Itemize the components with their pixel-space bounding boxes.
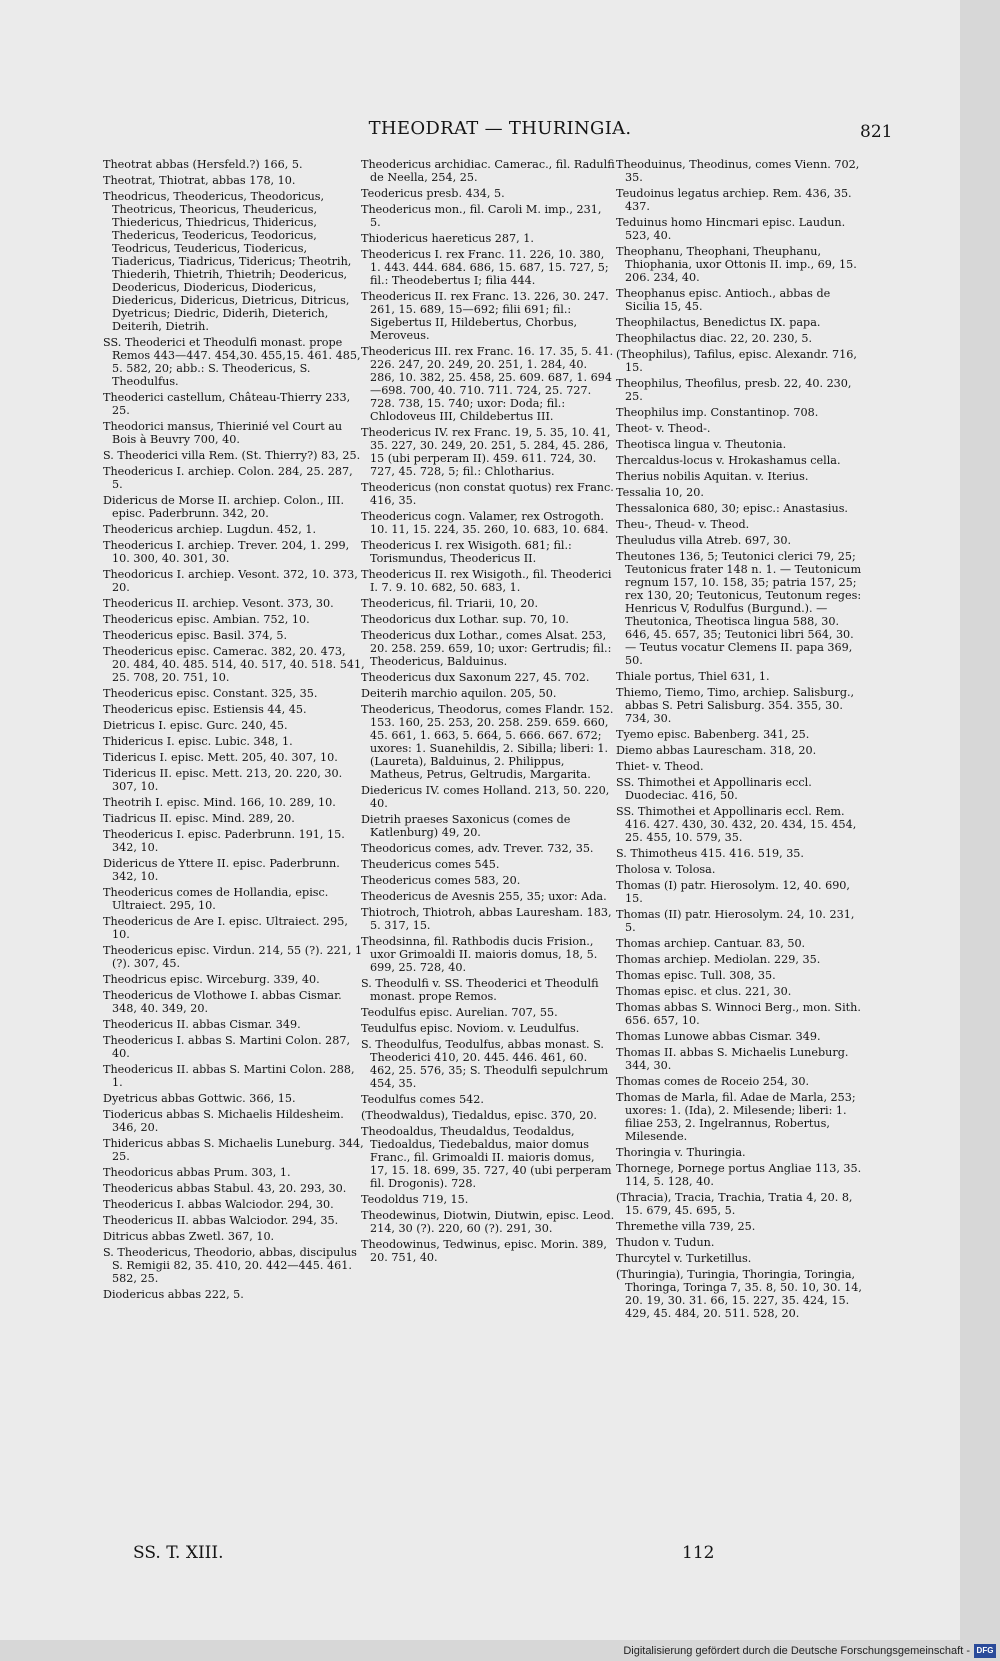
index-entry: Theodericus II. abbas Walciodor. 294, 35.: [103, 1214, 339, 1227]
signature-mark: SS. T. XIII.: [133, 1543, 224, 1563]
index-entry: Theodericus II. abbas S. Martini Colon. 288, 1.: [103, 1063, 355, 1089]
index-entry: Thomas (I) patr. Hierosolym. 12, 40. 690, 15.: [616, 879, 850, 905]
index-entry: (Theophilus), Tafilus, episc. Alexandr. 716, 15.: [616, 348, 857, 374]
index-entry: Theodricus episc. Wirceburg. 339, 40.: [103, 973, 320, 986]
index-entry: Theophilactus diac. 22, 20. 230, 5.: [616, 332, 813, 345]
index-entry: Theophanus episc. Antioch., abbas de Sicilia 15, 45.: [616, 287, 831, 313]
index-entry: Theodericus I. episc. Paderbrunn. 191, 15. 342, 10.: [103, 828, 345, 854]
index-column-3: [616, 158, 864, 1323]
index-entry: Theodericus mon., fil. Caroli M. imp., 231, 5.: [361, 203, 602, 229]
index-entry: Theuludus villa Atreb. 697, 30.: [616, 534, 792, 547]
index-entry: Theodericus II. rex Wisigoth., fil. Theoderici I. 7. 9. 10. 682, 50. 683, 1.: [361, 568, 612, 594]
index-entry: Theodericus II. abbas Cismar. 349.: [103, 1018, 301, 1031]
index-entry: Theodoaldus, Theudaldus, Teodaldus, Tiedoaldus, Tiedebaldus, maior domus Franc., fil. Grimoaldi II. maioris domus, 17, 15. 18. 699, 35. 727, 40 (ubi perperam fil. Drogonis). 728.: [361, 1125, 612, 1190]
index-entry: Theodoricus dux Lothar. sup. 70, 10.: [361, 613, 569, 626]
index-entry: Theodricus, Theodericus, Theodoricus, Theotricus, Theoricus, Theudericus, Thiedericus, Thiedricus, Thidericus, Thedericus, Teodericus, Teodoricus, Teodricus, Teudericus, Tiodericus, Tiadericus, Tiadricus, Tidericus; Theotrih, Thiederih, Thietrih, Thietrih; Deodericus, Deodericus, Diodericus, Diodericus, Diedericus, Didericus, Dietricus, Ditricus, Dyetricus; Diedric, Diderih, Dieterich, Deiterih, Dietrih.: [103, 190, 352, 333]
index-entry: Theophanu, Theophani, Theuphanu, Thiophania, uxor Ottonis II. imp., 69, 15. 206. 234, 40.: [616, 245, 857, 284]
index-entry: Theotisca lingua v. Theutonia.: [616, 438, 787, 451]
index-entry: Tholosa v. Tolosa.: [616, 863, 716, 876]
index-entry: Theodoricus comes, adv. Trever. 732, 35.: [361, 842, 594, 855]
index-entry: Thomas archiep. Cantuar. 83, 50.: [616, 937, 806, 950]
index-entry: Theophilactus, Benedictus IX. papa.: [616, 316, 821, 329]
index-entry: Theodericus de Avesnis 255, 35; uxor: Ada.: [361, 890, 607, 903]
index-entry: SS. Thimothei et Appollinaris eccl. Duodeciac. 416, 50.: [616, 776, 812, 802]
index-entry: Theotrih I. episc. Mind. 166, 10. 289, 10.: [103, 796, 336, 809]
index-entry: Deiterih marchio aquilon. 205, 50.: [361, 687, 557, 700]
index-entry: Theotrat, Thiotrat, abbas 178, 10.: [103, 174, 296, 187]
index-entry: Thiet- v. Theod.: [616, 760, 704, 773]
index-entry: Theodericus abbas Stabul. 43, 20. 293, 30.: [103, 1182, 347, 1195]
index-entry: Tidericus II. episc. Mett. 213, 20. 220, 30. 307, 10.: [103, 767, 343, 793]
index-entry: Teodulfus comes 542.: [361, 1093, 484, 1106]
page-number: 821: [860, 122, 893, 142]
index-entry: Theodericus cogn. Valamer, rex Ostrogoth. 10. 11, 15. 224, 35. 260, 10. 683, 10. 684.: [361, 510, 609, 536]
index-entry: Theodericus I. archiep. Colon. 284, 25. 287, 5.: [103, 465, 353, 491]
index-entry: Tiodericus abbas S. Michaelis Hildesheim. 346, 20.: [103, 1108, 344, 1134]
index-entry: Theodericus episc. Ambian. 752, 10.: [103, 613, 310, 626]
index-entry: Teodericus presb. 434, 5.: [361, 187, 505, 200]
index-entry: Theodoricus I. archiep. Vesont. 372, 10. 373, 20.: [103, 568, 358, 594]
index-entry: Thomas comes de Roceio 254, 30.: [616, 1075, 810, 1088]
index-entry: S. Theodericus, Theodorio, abbas, discipulus S. Remigii 82, 35. 410, 20. 442—445. 461. 582, 25.: [103, 1246, 357, 1285]
index-entry: Theutones 136, 5; Teutonici clerici 79, 25; Teutonicus frater 148 n. 1. — Teutonicum regnum 157, 10. 158, 35; patria 157, 25; rex 130, 20; Teutonicus, Teutonum reges: Henricus V, Rodulfus (Burgund.). — Theutonica, Theotisca lingua 588, 30. 646, 45. 657, 35; Teutonici libri 564, 30. — Teutus vocatur Clemens II. papa 369, 50.: [616, 550, 862, 667]
index-entry: Diemo abbas Laurescham. 318, 20.: [616, 744, 817, 757]
index-entry: Theodowinus, Tedwinus, episc. Morin. 389, 20. 751, 40.: [361, 1238, 607, 1264]
index-entry: S. Theodulfus, Teodulfus, abbas monast. S. Theoderici 410, 20. 445. 446. 461, 60. 462, 25. 576, 35; S. Theodulfi sepulchrum 454, 35.: [361, 1038, 609, 1090]
index-entry: Thiemo, Tiemo, Timo, archiep. Salisburg., abbas S. Petri Salisburg. 354. 355, 30. 734, 30.: [616, 686, 855, 725]
index-entry: Theodericus archidiac. Camerac., fil. Radulfi de Neella, 254, 25.: [361, 158, 615, 184]
index-entry: Tyemo episc. Babenberg. 341, 25.: [616, 728, 810, 741]
index-entry: Thidericus abbas S. Michaelis Luneburg. 344, 25.: [103, 1137, 364, 1163]
index-entry: Theodericus dux Saxonum 227, 45. 702.: [361, 671, 590, 684]
index-entry: Theodericus I. rex Franc. 11. 226, 10. 380, 1. 443. 444. 684. 686, 15. 687, 15. 727, 5; fil.: Theodebertus I; filia 444.: [361, 248, 609, 287]
index-entry: Theoduinus, Theodinus, comes Vienn. 702, 35.: [616, 158, 860, 184]
index-entry: Thudon v. Tudun.: [616, 1236, 715, 1249]
index-entry: Theodericus II. archiep. Vesont. 373, 30.: [103, 597, 334, 610]
index-entry: Theodorici mansus, Thierinié vel Court au Bois à Beuvry 700, 40.: [103, 420, 343, 446]
index-entry: Thurcytel v. Turketillus.: [616, 1252, 752, 1265]
index-entry: Theodericus dux Lothar., comes Alsat. 253, 20. 258. 259. 659, 10; uxor: Gertrudis; fil.: Theodericus, Balduinus.: [361, 629, 612, 668]
index-entry: Thomas episc. et clus. 221, 30.: [616, 985, 792, 998]
index-entry: S. Theodulfi v. SS. Theoderici et Theodulfi monast. prope Remos.: [361, 977, 599, 1003]
index-entry: Thercaldus-locus v. Hrokashamus cella.: [616, 454, 841, 467]
index-entry: Thiodericus haereticus 287, 1.: [361, 232, 534, 245]
index-entry: Thomas (II) patr. Hierosolym. 24, 10. 231, 5.: [616, 908, 855, 934]
credit-text: Digitalisierung gefördert durch die Deutsche Forschungsgemeinschaft -: [623, 1645, 970, 1657]
index-entry: Diodericus abbas 222, 5.: [103, 1288, 244, 1301]
index-entry: S. Thimotheus 415. 416. 519, 35.: [616, 847, 804, 860]
index-entry: Theodericus episc. Constant. 325, 35.: [103, 687, 318, 700]
index-entry: (Thuringia), Turingia, Thoringia, Toringia, Thoringa, Toringa 7, 35. 8, 50. 10, 30. 14, 20. 19, 30. 31. 66, 15. 227, 35. 424, 15. 429, 45. 484, 20. 511. 528, 20.: [616, 1268, 862, 1320]
index-entry: Didericus de Yttere II. episc. Paderbrunn. 342, 10.: [103, 857, 340, 883]
index-entry: Theophilus, Theofilus, presb. 22, 40. 230, 25.: [616, 377, 852, 403]
index-entry: Tiadricus II. episc. Mind. 289, 20.: [103, 812, 295, 825]
index-entry: (Thracia), Tracia, Trachia, Tratia 4, 20. 8, 15. 679, 45. 695, 5.: [616, 1191, 853, 1217]
index-entry: Theodericus comes 583, 20.: [361, 874, 521, 887]
index-entry: SS. Theoderici et Theodulfi monast. prope Remos 443—447. 454,30. 455,15. 461. 485, 5. 582, 20; abb.: S. Theodericus, S. Theodulfus.: [103, 336, 361, 388]
index-entry: Thomas de Marla, fil. Adae de Marla, 253; uxores: 1. (Ida), 2. Milesende; liberi: 1. filiae 253, 2. Ingelrannus, Robertus, Milesende.: [616, 1091, 856, 1143]
index-entry: Theodoricus abbas Prum. 303, 1.: [103, 1166, 291, 1179]
index-entry: Teodulfus episc. Aurelian. 707, 55.: [361, 1006, 558, 1019]
index-entry: (Theodwaldus), Tiedaldus, episc. 370, 20.: [361, 1109, 597, 1122]
index-entry: Theodericus episc. Estiensis 44, 45.: [103, 703, 307, 716]
index-entry: Theodericus archiep. Lugdun. 452, 1.: [103, 523, 317, 536]
index-entry: Dyetricus abbas Gottwic. 366, 15.: [103, 1092, 296, 1105]
index-entry: Dietrih praeses Saxonicus (comes de Katlenburg) 49, 20.: [361, 813, 571, 839]
index-entry: Diedericus IV. comes Holland. 213, 50. 220, 40.: [361, 784, 610, 810]
index-entry: Theodericus IV. rex Franc. 19, 5. 35, 10. 41, 35. 227, 30. 249, 20. 251, 5. 284, 45. 286, 15 (ubi perperam II). 459. 611. 724, 30. 727, 45. 728, 5; fil.: Chlotharius.: [361, 426, 611, 478]
index-entry: Theodericus, Theodorus, comes Flandr. 152. 153. 160, 25. 253, 20. 258. 259. 659. 660, 45. 661, 1. 663, 5. 664, 5. 666. 667. 672; uxores: 1. Suanehildis, 2. Sibilla; liberi: 1. (Laureta), Balduinus, 2. Philippus, Matheus, Petrus, Geltrudis, Margarita.: [361, 703, 614, 781]
index-entry: Theotrat abbas (Hersfeld.?) 166, 5.: [103, 158, 303, 171]
running-head-title: THEODRAT — THURINGIA.: [368, 118, 632, 139]
index-entry: Theodericus I. abbas Walciodor. 294, 30.: [103, 1198, 334, 1211]
index-entry: Dietricus I. episc. Gurc. 240, 45.: [103, 719, 288, 732]
index-column-1: [103, 158, 365, 1304]
index-entry: Theodericus I. rex Wisigoth. 681; fil.: Torismundus, Theodericus II.: [361, 539, 572, 565]
index-entry: Theodericus I. archiep. Trever. 204, 1. 299, 10. 300, 40. 301, 30.: [103, 539, 350, 565]
index-entry: Thomas archiep. Mediolan. 229, 35.: [616, 953, 821, 966]
index-entry: Theodericus, fil. Triarii, 10, 20.: [361, 597, 539, 610]
index-entry: Didericus de Morse II. archiep. Colon., III. episc. Paderbrunn. 342, 20.: [103, 494, 345, 520]
index-entry: Thornege, Þornege portus Angliae 113, 35. 114, 5. 128, 40.: [616, 1162, 862, 1188]
index-entry: Teudulfus episc. Noviom. v. Leudulfus.: [361, 1022, 580, 1035]
index-column-2: [361, 158, 615, 1267]
index-entry: Thomas episc. Tull. 308, 35.: [616, 969, 776, 982]
index-entry: Thremethe villa 739, 25.: [616, 1220, 756, 1233]
index-entry: Theodericus episc. Virdun. 214, 55 (?). 221, 1 (?). 307, 45.: [103, 944, 363, 970]
index-entry: Thessalonica 680, 30; episc.: Anastasius.: [616, 502, 848, 515]
index-entry: Theodericus II. rex Franc. 13. 226, 30. 247. 261, 15. 689, 15—692; filii 691; fil.: Sigebertus II, Hildebertus, Chorbus, Meroveus.: [361, 290, 609, 342]
index-entry: Theodewinus, Diotwin, Diutwin, episc. Leod. 214, 30 (?). 220, 60 (?). 291, 30.: [361, 1209, 615, 1235]
index-entry: Therius nobilis Aquitan. v. Iterius.: [616, 470, 809, 483]
index-entry: Tidericus I. episc. Mett. 205, 40. 307, 10.: [103, 751, 338, 764]
index-entry: Theot- v. Theod-.: [616, 422, 711, 435]
dfg-logo: DFG: [974, 1644, 996, 1658]
index-entry: Theodericus de Vlothowe I. abbas Cismar. 348, 40. 349, 20.: [103, 989, 342, 1015]
index-entry: Thiale portus, Thiel 631, 1.: [616, 670, 770, 683]
index-entry: Theodericus (non constat quotus) rex Franc. 416, 35.: [361, 481, 614, 507]
index-entry: Teduinus homo Hincmari episc. Laudun. 523, 40.: [616, 216, 846, 242]
index-entry: Teudoinus legatus archiep. Rem. 436, 35. 437.: [616, 187, 852, 213]
index-entry: Tessalia 10, 20.: [616, 486, 704, 499]
index-entry: SS. Thimothei et Appollinaris eccl. Rem. 416. 427. 430, 30. 432, 20. 434, 15. 454, 25. 455, 10. 579, 35.: [616, 805, 857, 844]
index-entry: Teodoldus 719, 15.: [361, 1193, 469, 1206]
index-entry: Theodericus III. rex Franc. 16. 17. 35, 5. 41. 226. 247, 20. 249, 20. 251, 1. 284, 40. 286, 10. 382, 25. 458, 25. 609. 687, 1. 694—698. 700, 40. 710. 711. 724, 25. 727. 728. 738, 15. 740; uxor: Doda; fil.: Chlodoveus III, Childebertus III.: [361, 345, 614, 423]
sheet-number: 112: [682, 1543, 715, 1563]
index-entry: Thomas Lunowe abbas Cismar. 349.: [616, 1030, 821, 1043]
index-entry: Thomas II. abbas S. Michaelis Luneburg. 344, 30.: [616, 1046, 849, 1072]
index-entry: Theodericus episc. Camerac. 382, 20. 473, 20. 484, 40. 485. 514, 40. 517, 40. 518. 541, 25. 708, 20. 751, 10.: [103, 645, 365, 684]
index-entry: Theodsinna, fil. Rathbodis ducis Frision., uxor Grimoaldi II. maioris domus, 18, 5. 699, 25. 728, 40.: [361, 935, 598, 974]
index-entry: Thoringia v. Thuringia.: [616, 1146, 746, 1159]
index-entry: Theodericus de Are I. episc. Ultraiect. 295, 10.: [103, 915, 348, 941]
index-entry: Thidericus I. episc. Lubic. 348, 1.: [103, 735, 293, 748]
index-entry: S. Theoderici villa Rem. (St. Thierry?) 83, 25.: [103, 449, 361, 462]
index-entry: Theodericus comes de Hollandia, episc. Ultraiect. 295, 10.: [103, 886, 329, 912]
index-entry: Theu-, Theud- v. Theod.: [616, 518, 750, 531]
index-entry: Ditricus abbas Zwetl. 367, 10.: [103, 1230, 275, 1243]
digitization-credit-bar: [0, 1642, 1000, 1661]
index-entry: Theodericus I. abbas S. Martini Colon. 287, 40.: [103, 1034, 351, 1060]
index-entry: Theodericus episc. Basil. 374, 5.: [103, 629, 288, 642]
index-entry: Theophilus imp. Constantinop. 708.: [616, 406, 819, 419]
index-entry: Thomas abbas S. Winnoci Berg., mon. Sith. 656. 657, 10.: [616, 1001, 861, 1027]
index-entry: Theoderici castellum, Château-Thierry 233, 25.: [103, 391, 351, 417]
index-entry: Theudericus comes 545.: [361, 858, 500, 871]
index-entry: Thiotroch, Thiotroh, abbas Lauresham. 183, 5. 317, 15.: [361, 906, 612, 932]
